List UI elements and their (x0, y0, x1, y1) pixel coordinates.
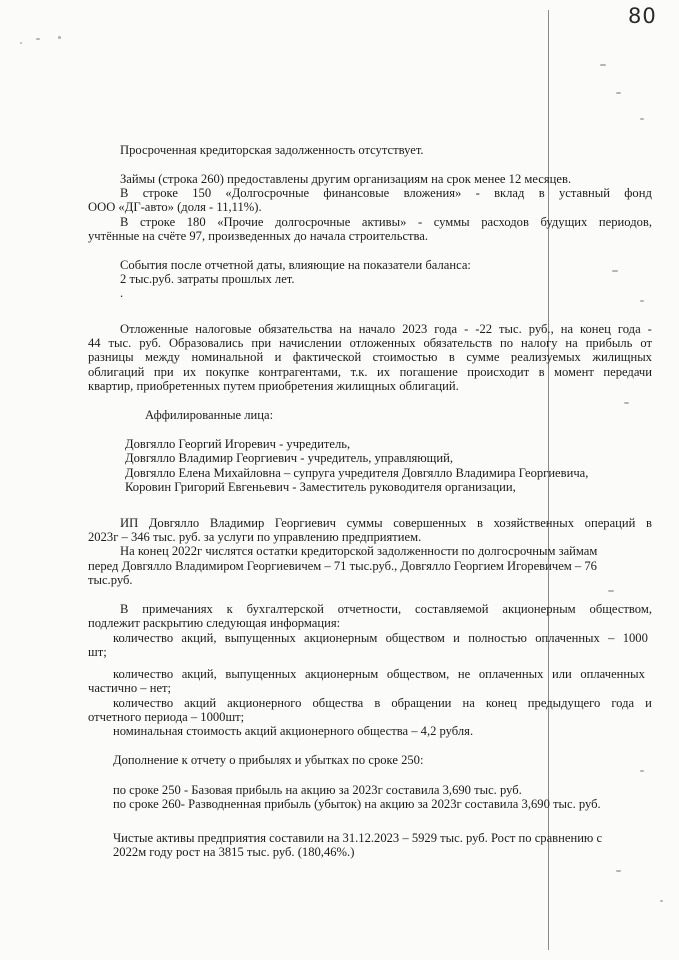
word: расходов (481, 215, 529, 229)
word: т.к. (350, 365, 368, 379)
word: их (377, 365, 391, 379)
word: сумме (466, 350, 500, 364)
line-debt-3: тыс.руб. (88, 573, 133, 587)
word: предыдущего (527, 696, 601, 710)
line-shares-unpaid-2: частично – нет; (88, 681, 172, 695)
word: на (565, 336, 578, 350)
word: 1000 (622, 631, 648, 645)
word: руб., (528, 322, 554, 336)
word: строке (142, 186, 178, 200)
word: -22 (475, 322, 493, 336)
word: суммы (346, 516, 383, 530)
word: совершенных (393, 516, 467, 530)
word: уставный (558, 186, 610, 200)
word: при (251, 336, 272, 350)
word: в (374, 696, 381, 710)
word: года (617, 322, 641, 336)
word: начало (358, 322, 396, 336)
word: года (611, 696, 635, 710)
scan-speck (640, 300, 644, 302)
word: финансовые (323, 186, 390, 200)
word: номинальной (191, 350, 264, 364)
scan-speck (20, 42, 22, 44)
word: долгосрочные (275, 215, 351, 229)
line-shares-paid-2: шт; (88, 645, 107, 659)
word: происходит (467, 365, 530, 379)
line-dot: . (120, 286, 124, 300)
line-notes-2: подлежит раскрытию следующая информация: (88, 616, 341, 630)
word: и (453, 631, 460, 645)
word: покупке (205, 365, 250, 379)
scan-speck (616, 92, 621, 94)
word: акционерным (502, 602, 576, 616)
word: на (462, 696, 475, 710)
word: фактической (292, 350, 362, 364)
word: - (475, 186, 480, 200)
affiliate-item: Коровин Григорий Евгеньевич - Заместитель руководителя организации, (125, 480, 516, 494)
word: между (145, 350, 180, 364)
word: оплаченных (535, 631, 600, 645)
word: Георгиевич (274, 516, 336, 530)
word: Образовались (168, 336, 244, 350)
word: руб. (139, 336, 162, 350)
word: - (464, 322, 469, 336)
word: начислении (279, 336, 342, 350)
line-overdue-payables: Просроченная кредиторская задолженность отсутствует. (120, 143, 424, 157)
word: общества (312, 696, 364, 710)
word: обществом, (386, 667, 450, 681)
line-shares-circulation-2: отчетного периода – 1000шт; (88, 710, 245, 724)
line-debt-2: перед Довгялло Владимиром Георгиевичем – 71 тыс.руб., Довгялло Георгием Игоревичем – 76 (88, 559, 597, 573)
word: при (153, 365, 174, 379)
word: Владимир (209, 516, 265, 530)
line-net-assets-1: Чистые активы предприятия составили на 31.12.2023 – 5929 тыс. руб. Рост по сравнению с (113, 831, 603, 845)
word: обязательства (258, 322, 333, 336)
word: примечаниях (142, 602, 213, 616)
word: передачи (603, 365, 652, 379)
word: – (608, 631, 615, 645)
scan-speck (640, 770, 644, 772)
word: акций (184, 696, 217, 710)
line-shares-paid-1 (113, 631, 648, 645)
word: бухгалтерской (246, 602, 324, 616)
word: - (417, 215, 423, 229)
scan-speck (612, 270, 618, 272)
word: хозяйственных (493, 516, 575, 530)
word: вложения» (403, 186, 462, 200)
page-number: 80 (628, 4, 657, 28)
word: обязательств (423, 336, 493, 350)
word: обществом (385, 631, 445, 645)
word: момент (554, 365, 594, 379)
scan-speck (640, 118, 644, 120)
word: фонд (624, 186, 652, 200)
word: стоимостью (372, 350, 438, 364)
word: и (645, 696, 652, 710)
line-loans: Займы (строка 260) предоставлены другим организациям на срок менее 12 месяцев. (120, 172, 572, 186)
word: налоговые (195, 322, 252, 336)
word: периодов, (598, 215, 652, 229)
word: количество (113, 631, 174, 645)
word: 2023 (402, 322, 428, 336)
word: полностью (468, 631, 527, 645)
affiliates-heading: Аффилированные лица: (145, 408, 274, 422)
line-deferred-tax-5: квартир, приобретенных путем приобретения жилищных облигаций. (88, 379, 459, 393)
line-events-costs: 2 тыс.руб. затраты прошлых лет. (120, 272, 295, 286)
word: на (560, 322, 574, 336)
line-events-heading: События после отчетной даты, влияющие на показатели баланса: (120, 258, 471, 272)
scan-speck (660, 900, 663, 902)
affiliate-item: Довгялло Георгий Игоревич - учредитель, (125, 437, 351, 451)
word: «Долгосрочные (225, 186, 310, 200)
affiliate-item: Довгялло Елена Михайловна – супруга учредителя Довгялло Владимира Георгиевича, (125, 466, 589, 480)
word: по (500, 336, 514, 350)
line-account97: учтённые на счёте 97, произведенных до начала строительства. (88, 229, 429, 243)
word: В (120, 186, 129, 200)
line-notes-1 (120, 602, 652, 616)
word: в (538, 186, 545, 200)
word: отложенных (349, 336, 416, 350)
word: акций, (181, 667, 217, 681)
line-deferred-tax-2 (88, 336, 652, 350)
word: активы» (361, 215, 407, 229)
word: их (183, 365, 197, 379)
word: оплаченных (580, 667, 645, 681)
word: «Прочие (217, 215, 264, 229)
word: 44 (88, 336, 101, 350)
word: в (646, 516, 652, 530)
line-dg-avto: ООО «ДГ-авто» (доля - 11,11%). (88, 200, 262, 214)
word: налогу (520, 336, 558, 350)
word: на (339, 322, 352, 336)
line-row150 (120, 186, 652, 200)
word: операций (584, 516, 636, 530)
word: тыс. (499, 322, 522, 336)
word: от (640, 336, 652, 350)
word: 150 (192, 186, 212, 200)
line-row180 (120, 215, 652, 229)
line-shares-unpaid-1 (113, 667, 645, 681)
word: количество (113, 667, 174, 681)
word: конец (485, 696, 517, 710)
word: акций, (181, 631, 217, 645)
scan-speck (58, 36, 61, 39)
line-supplement-heading: Дополнение к отчету о прибылях и убытках по сроке 250: (113, 753, 424, 767)
word: не (457, 667, 471, 681)
word: вклад (494, 186, 525, 200)
word: в (477, 516, 483, 530)
word: акционерным (304, 667, 379, 681)
word: контрагентами, (258, 365, 342, 379)
line-deferred-tax-1 (120, 322, 652, 336)
word: ИП (120, 516, 139, 530)
word: в (538, 365, 545, 379)
line-ip-services-2: 2023г – 346 тыс. руб. за услуги по управлению предприятием. (88, 530, 422, 544)
word: обществом, (589, 602, 652, 616)
word: облигаций (88, 365, 145, 379)
word: оплаченных (478, 667, 544, 681)
line-diluted-eps: по сроке 260- Разводненная прибыль (убыток) на акцию за 2023г составила 3,690 тыс. руб. (113, 797, 601, 811)
word: выпущенных (224, 631, 296, 645)
word: года (434, 322, 458, 336)
word: тыс. (108, 336, 132, 350)
word: акционерного (227, 696, 302, 710)
word: В (120, 215, 129, 229)
line-nominal-value: номинальная стоимость акций акционерного общества – 4,2 рубля. (113, 724, 474, 738)
word: составляемой (415, 602, 489, 616)
word: отчетности, (337, 602, 402, 616)
line-deferred-tax-4 (88, 365, 652, 379)
line-shares-circulation-1 (113, 696, 652, 710)
word: конец (580, 322, 611, 336)
word: погашение (399, 365, 458, 379)
word: будущих (540, 215, 588, 229)
scan-speck (608, 590, 614, 592)
line-ip-services-1 (120, 516, 652, 530)
line-basic-eps: по сроке 250 - Базовая прибыль на акцию за 2023г составила 3,690 тыс. руб. (113, 783, 522, 797)
scan-speck (616, 870, 621, 872)
word: к (226, 602, 233, 616)
word: жилищных (592, 350, 652, 364)
line-deferred-tax-3 (88, 350, 652, 364)
word: выпущенных (225, 667, 297, 681)
word: строке (139, 215, 176, 229)
word: 180 (186, 215, 206, 229)
line-debt-1: На конец 2022г числятся остатки кредиторской задолженности по долгосрочным займам (120, 544, 598, 558)
word: реализуемых (510, 350, 581, 364)
word: и (274, 350, 282, 364)
word: в (448, 350, 455, 364)
scan-speck (36, 38, 40, 40)
word: или (551, 667, 572, 681)
word: количество (113, 696, 174, 710)
affiliate-item: Довгялло Владимир Георгиевич - учредитель, управляющий, (125, 451, 454, 465)
word: прибыль (585, 336, 633, 350)
scan-speck (624, 402, 629, 404)
word: разницы (88, 350, 134, 364)
word: Довгялло (148, 516, 200, 530)
word: - (647, 322, 652, 336)
word: обращении (391, 696, 452, 710)
word: В (120, 602, 129, 616)
word: акционерным (304, 631, 378, 645)
word: Отложенные (120, 322, 189, 336)
line-net-assets-2: 2022м году рост на 3815 тыс. руб. (180,46%.) (113, 845, 355, 859)
scan-speck (600, 64, 606, 66)
word: суммы (433, 215, 470, 229)
